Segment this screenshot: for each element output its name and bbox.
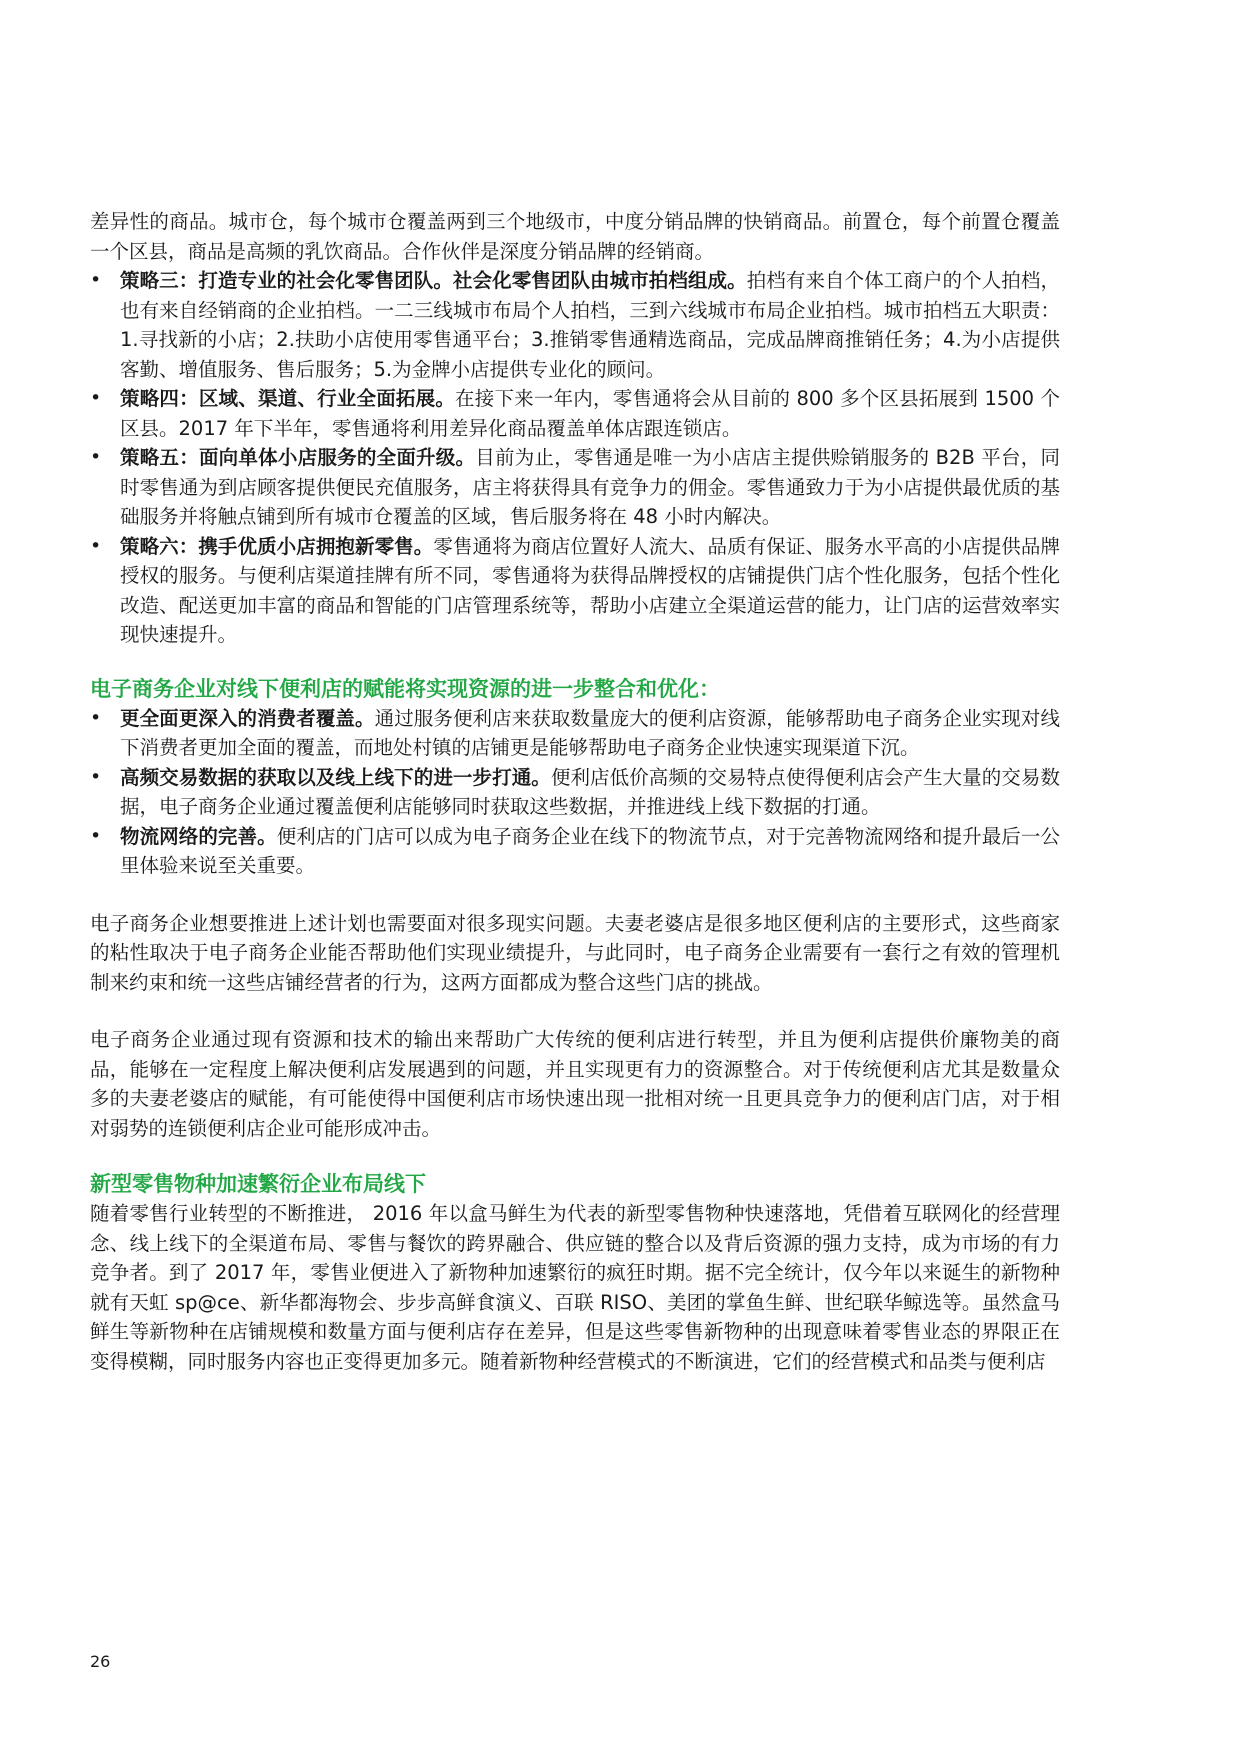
strategy-title: 策略三：打造专业的社会化零售团队。社会化零售团队由城市拍档组成。	[120, 269, 747, 292]
page-content	[90, 207, 1060, 1376]
bullet-text: 便利店的门店可以成为电子商务企业在线下的物流节点，对于完善物流网络和提升最后一公里体验来说至关重要。	[120, 824, 1060, 877]
list-item	[90, 443, 1060, 532]
bullet-text: 便利店低价高频的交易特点使得便利店会产生大量的交易数据，电子商务企业通过覆盖便利店能够同时获取这些数据，并推进线上线下数据的打通。	[120, 765, 1060, 818]
bullet-title: 更全面更深入的消费者覆盖。	[120, 706, 375, 730]
strategy-list	[90, 266, 1060, 650]
bullet-icon: •	[90, 387, 102, 409]
list-item	[90, 763, 1060, 822]
bullet-icon: •	[90, 269, 102, 291]
section-heading-empowerment: 电子商务企业对线下便利店的赋能将实现资源的进一步整合和优化：	[90, 676, 720, 701]
bullet-icon: •	[90, 765, 102, 788]
bullet-icon: •	[90, 706, 102, 729]
strategy-text: 零售通将为商店位置好人流大、品质有保证、服务水平高的小店提供品牌授权的服务。与便利店渠道挂牌有所不同，零售通将为获得品牌授权的店铺提供门店个性化服务，包括个性化改造、配送更加丰富的商品和智能的门店管理系统等，帮助小店建立全渠道运营的能力，让门店的运营效率实现快速提升。	[120, 534, 1060, 646]
list-item	[90, 532, 1060, 650]
bullet-title: 高频交易数据的获取以及线上线下的进一步打通。	[120, 765, 551, 789]
strategy-title: 策略六：携手优质小店拥抱新零售。	[120, 534, 434, 558]
bullet-icon: •	[90, 446, 102, 468]
list-item	[90, 384, 1060, 443]
strategy-title: 策略四：区域、渠道、行业全面拓展。	[120, 387, 456, 410]
strategy-title: 策略五：面向单体小店服务的全面升级。	[120, 446, 476, 469]
spacer	[90, 997, 1060, 1025]
body-paragraph: 电子商务企业想要推进上述计划也需要面对很多现实问题。夫妻老婆店是很多地区便利店的主要形式，这些商家的粘性取决于电子商务企业能否帮助他们实现业绩提升，与此同时，电子商务企业需要有一套行之有效的管理机制来约束和统一这些店铺经营者的行为，这两方面都成为整合这些门店的挑战。	[90, 911, 1060, 994]
bullet-title: 物流网络的完善。	[120, 824, 277, 848]
body-paragraph: 电子商务企业通过现有资源和技术的输出来帮助广大传统的便利店进行转型，并且为便利店提供价廉物美的商品，能够在一定程度上解决便利店发展遇到的问题，并且实现更有力的资源整合。对于传统便利店尤其是数量众多的夫妻老婆店的赋能，有可能使得中国便利店市场快速出现一批相对统一且更具竞争力的便利店门店，对于相对弱势的连锁便利店企业可能形成冲击。	[90, 1028, 1060, 1140]
strategy-text: 目前为止，零售通是唯一为小店店主提供赊销服务的 B2B 平台，同时零售通为到店顾客提供便民充值服务，店主将获得具有竞争力的佣金。零售通致力于为小店提供最优质的基础服务并将触点铺到所有城市仓覆盖的区域，售后服务将在 48 小时内解决。	[120, 446, 1060, 528]
body-paragraph: 随着零售行业转型的不断推进， 2016 年以盒马鲜生为代表的新型零售物种快速落地，凭借着互联网化的经营理念、线上线下的全渠道布局、零售与餐饮的跨界融合、供应链的整合以及背后资源的强力支持，成为市场的有力竞争者。到了 2017 年，零售业便进入了新物种加速繁衍的疯狂时期。据不完全统计，仅今年以来诞生的新物种就有天虹 sp@ce、新华都海物会、步步高鲜食演义、百联 RISO、美团的掌鱼生鲜、世纪联华鲸选等。虽然盒马鲜生等新物种在店铺规模和数量方面与便利店存在差异，但是这些零售新物种的出现意味着零售业态的界限正在变得模糊，同时服务内容也正变得更加多元。随着新物种经营模式的不断演进，它们的经营模式和品类与便利店	[90, 1202, 1060, 1373]
page-number: 26	[90, 1652, 111, 1671]
bullet-icon: •	[90, 824, 102, 847]
bullet-icon: •	[90, 534, 102, 557]
section-heading-new-species: 新型零售物种加速繁衍企业布局线下	[90, 1172, 426, 1196]
spacer	[90, 881, 1060, 909]
list-item	[90, 704, 1060, 763]
strategy-text: 拍档有来自个体工商户的个人拍档，也有来自经销商的企业拍档。一二三线城市布局个人拍档，三到六线城市布局企业拍档。城市拍档五大职责：1.寻找新的小店；2.扶助小店使用零售通平台；3.推销零售通精选商品，完成品牌商推销任务；4.为小店提供客勤、增值服务、售后服务；5.为金牌小店提供专业化的顾问。	[120, 269, 1060, 381]
lead-paragraph: 差异性的商品。城市仓，每个城市仓覆盖两到三个地级市，中度分销品牌的快销商品。前置仓，每个前置仓覆盖一个区县，商品是高频的乳饮商品。合作伙伴是深度分销品牌的经销商。	[90, 210, 1060, 263]
list-item	[90, 266, 1060, 384]
strategy-text: 在接下来一年内，零售通将会从目前的 800 多个区县拓展到 1500 个区县。2017 年下半年，零售通将利用差异化商品覆盖单体店跟连锁店。	[120, 387, 1060, 440]
bullet-text: 通过服务便利店来获取数量庞大的便利店资源，能够帮助电子商务企业实现对线下消费者更加全面的覆盖，而地处村镇的店铺更是能够帮助电子商务企业快速实现渠道下沉。	[120, 706, 1060, 759]
empowerment-list	[90, 704, 1060, 881]
list-item	[90, 822, 1060, 881]
